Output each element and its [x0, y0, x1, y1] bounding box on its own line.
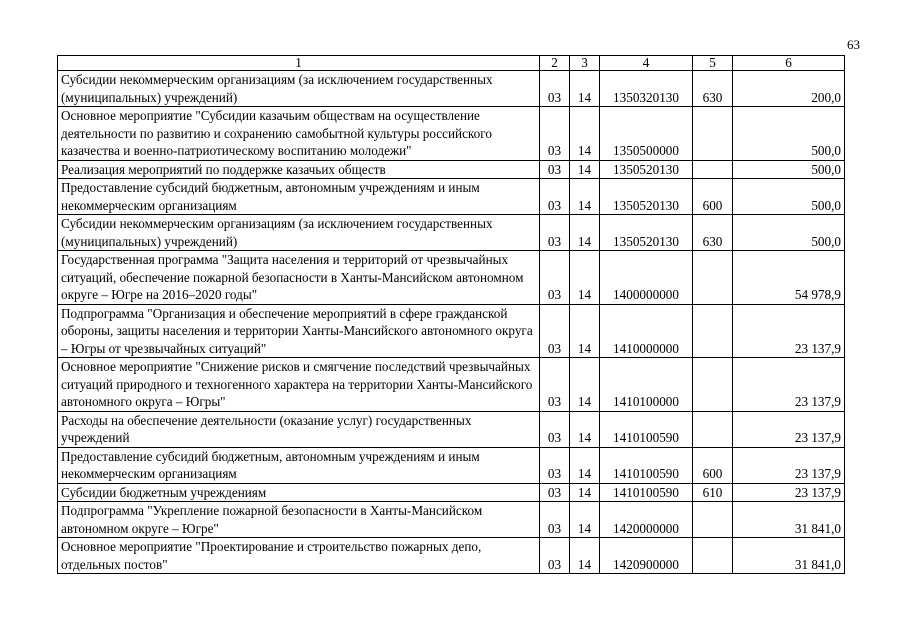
section-code-cell: 03 [540, 251, 570, 305]
section-code-cell: 03 [540, 215, 570, 251]
table-row [58, 251, 845, 305]
table-row [58, 304, 845, 358]
expense-name-cell: Государственная программа "Защита населения и территорий от чрезвычайных ситуаций, обеспечение пожарной безопасности в Ханты-Мансийском автономном округе – Югре на 2016–2020 годы" [58, 251, 540, 305]
expense-type-cell [693, 358, 733, 412]
expense-type-cell [693, 107, 733, 161]
subsection-code-cell: 14 [570, 215, 600, 251]
table-row [58, 483, 845, 502]
expense-type-cell [693, 538, 733, 574]
target-article-cell: 1410100590 [600, 483, 693, 502]
subsection-code-cell: 14 [570, 304, 600, 358]
amount-cell: 500,0 [733, 215, 845, 251]
section-code-cell: 03 [540, 304, 570, 358]
amount-cell: 500,0 [733, 160, 845, 179]
subsection-code-cell: 14 [570, 160, 600, 179]
expense-name-cell: Реализация мероприятий по поддержке казачьих обществ [58, 160, 540, 179]
expense-name-cell: Основное мероприятие "Снижение рисков и смягчение последствий чрезвычайных ситуаций природного и техногенного характера на территории Ханты-Мансийского автономного округа – Югры" [58, 358, 540, 412]
amount-cell: 200,0 [733, 71, 845, 107]
table-row [58, 160, 845, 179]
expense-name-cell: Основное мероприятие "Субсидии казачьим обществам на осуществление деятельности по развитию и сохранению самобытной культуры российского казачества и военно-патриотическому воспитанию молодежи" [58, 107, 540, 161]
table-row [58, 411, 845, 447]
table-row [58, 447, 845, 483]
subsection-code-cell: 14 [570, 502, 600, 538]
subsection-code-cell: 14 [570, 71, 600, 107]
section-code-cell: 03 [540, 447, 570, 483]
target-article-cell: 1410000000 [600, 304, 693, 358]
expense-type-cell: 630 [693, 215, 733, 251]
subsection-code-cell: 14 [570, 538, 600, 574]
table-row [58, 107, 845, 161]
subsection-code-cell: 14 [570, 447, 600, 483]
expense-type-cell: 610 [693, 483, 733, 502]
amount-cell: 23 137,9 [733, 411, 845, 447]
subsection-code-cell: 14 [570, 107, 600, 161]
subsection-code-cell: 14 [570, 358, 600, 412]
target-article-cell: 1400000000 [600, 251, 693, 305]
expense-name-cell: Основное мероприятие "Проектирование и строительство пожарных депо, отдельных постов" [58, 538, 540, 574]
expense-name-cell: Субсидии некоммерческим организациям (за исключением государственных (муниципальных) учреждений) [58, 215, 540, 251]
subsection-code-cell: 14 [570, 179, 600, 215]
amount-cell: 31 841,0 [733, 502, 845, 538]
table-row [58, 179, 845, 215]
section-code-cell: 03 [540, 502, 570, 538]
expense-name-cell: Субсидии бюджетным учреждениям [58, 483, 540, 502]
target-article-cell: 1410100590 [600, 411, 693, 447]
column-header-3: 3 [570, 56, 600, 71]
amount-cell: 23 137,9 [733, 483, 845, 502]
expense-name-cell: Подпрограмма "Организация и обеспечение мероприятий в сфере гражданской обороны, защиты населения и территории Ханты-Мансийского автономного округа – Югры от чрезвычайных ситуаций" [58, 304, 540, 358]
target-article-cell: 1410100590 [600, 447, 693, 483]
amount-cell: 23 137,9 [733, 358, 845, 412]
table-row [58, 215, 845, 251]
budget-table [57, 55, 845, 574]
table-row [58, 71, 845, 107]
target-article-cell: 1410100000 [600, 358, 693, 412]
expense-type-cell [693, 411, 733, 447]
expense-type-cell: 600 [693, 179, 733, 215]
amount-cell: 54 978,9 [733, 251, 845, 305]
expense-type-cell [693, 160, 733, 179]
target-article-cell: 1420000000 [600, 502, 693, 538]
section-code-cell: 03 [540, 358, 570, 412]
section-code-cell: 03 [540, 538, 570, 574]
target-article-cell: 1350500000 [600, 107, 693, 161]
expense-name-cell: Предоставление субсидий бюджетным, автономным учреждениям и иным некоммерческим организациям [58, 179, 540, 215]
table-row [58, 538, 845, 574]
expense-name-cell: Субсидии некоммерческим организациям (за исключением государственных (муниципальных) учреждений) [58, 71, 540, 107]
expense-type-cell: 600 [693, 447, 733, 483]
target-article-cell: 1420900000 [600, 538, 693, 574]
expense-name-cell: Расходы на обеспечение деятельности (оказание услуг) государственных учреждений [58, 411, 540, 447]
column-header-5: 5 [693, 56, 733, 71]
target-article-cell: 1350320130 [600, 71, 693, 107]
section-code-cell: 03 [540, 179, 570, 215]
expense-type-cell [693, 304, 733, 358]
column-header-2: 2 [540, 56, 570, 71]
expense-type-cell [693, 502, 733, 538]
page-number: 63 [847, 37, 860, 52]
amount-cell: 500,0 [733, 107, 845, 161]
table-body [58, 71, 845, 574]
column-header-4: 4 [600, 56, 693, 71]
expense-type-cell: 630 [693, 71, 733, 107]
section-code-cell: 03 [540, 71, 570, 107]
table-row [58, 358, 845, 412]
amount-cell: 500,0 [733, 179, 845, 215]
target-article-cell: 1350520130 [600, 179, 693, 215]
table-row [58, 502, 845, 538]
section-code-cell: 03 [540, 107, 570, 161]
column-header-6: 6 [733, 56, 845, 71]
expense-name-cell: Предоставление субсидий бюджетным, автономным учреждениям и иным некоммерческим организациям [58, 447, 540, 483]
subsection-code-cell: 14 [570, 251, 600, 305]
subsection-code-cell: 14 [570, 411, 600, 447]
section-code-cell: 03 [540, 160, 570, 179]
amount-cell: 31 841,0 [733, 538, 845, 574]
subsection-code-cell: 14 [570, 483, 600, 502]
header-row [58, 56, 845, 71]
column-header-1: 1 [58, 56, 540, 71]
expense-type-cell [693, 251, 733, 305]
target-article-cell: 1350520130 [600, 160, 693, 179]
section-code-cell: 03 [540, 483, 570, 502]
expense-name-cell: Подпрограмма "Укрепление пожарной безопасности в Ханты-Мансийском автономном округе – Югре" [58, 502, 540, 538]
section-code-cell: 03 [540, 411, 570, 447]
amount-cell: 23 137,9 [733, 447, 845, 483]
target-article-cell: 1350520130 [600, 215, 693, 251]
amount-cell: 23 137,9 [733, 304, 845, 358]
